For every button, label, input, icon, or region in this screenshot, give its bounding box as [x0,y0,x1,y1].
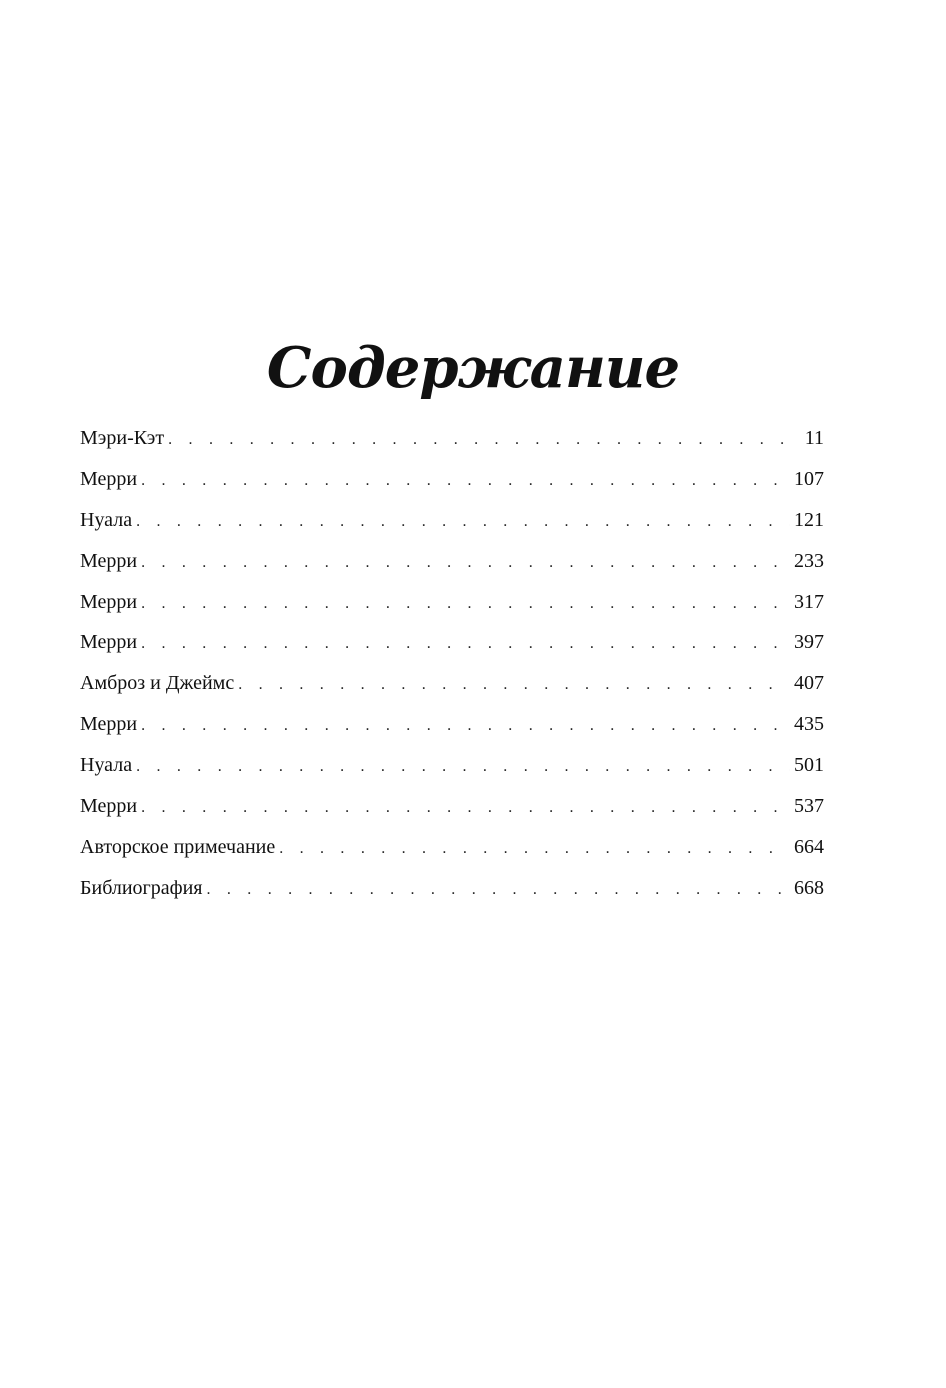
toc-entry[interactable] [80,786,824,827]
toc-entry-page: 407 [794,672,824,695]
toc-entry-page: 317 [794,590,824,613]
toc-entry[interactable] [80,868,824,909]
toc-entry[interactable] [80,622,824,663]
toc-dot-leader [136,747,790,787]
toc-entry-page: 668 [794,876,824,899]
toc-entry-page: 501 [794,754,824,777]
toc-dot-leader [141,624,790,664]
toc-entry-page: 435 [794,713,824,736]
toc-entry-label: Мерри [80,713,138,736]
table-of-contents [80,418,824,909]
toc-entry-label: Мерри [80,631,138,654]
toc-entry-page: 664 [794,835,824,858]
toc-entry-label: Мерри [80,795,138,818]
toc-entry[interactable] [80,745,824,786]
toc-entry-page: 233 [794,549,824,572]
toc-entry-label: Библиография [80,876,203,899]
toc-entry[interactable] [80,541,824,582]
toc-entry[interactable] [80,459,824,500]
toc-dot-leader [141,788,790,828]
toc-entry-label: Нуала [80,508,133,531]
toc-dot-leader [141,543,790,583]
toc-entry-page: 397 [794,631,824,654]
toc-dot-leader [141,461,790,501]
toc-dot-leader [168,420,801,460]
toc-entry-page: 11 [804,427,824,449]
toc-entry-label: Мэри-Кэт [80,427,165,449]
toc-dot-leader [141,584,790,624]
toc-dot-leader [279,829,790,869]
toc-entry-page: 121 [794,508,824,531]
toc-dot-leader [238,665,790,705]
toc-entry[interactable] [80,663,824,704]
toc-entry-label: Нуала [80,754,133,777]
toc-entry-label: Мерри [80,549,138,572]
contents-title: Содержание [266,334,680,401]
toc-entry[interactable] [80,827,824,868]
toc-entry-label: Авторское примечание [80,835,276,858]
toc-entry-label: Мерри [80,590,138,613]
toc-entry-page: 107 [794,467,824,490]
toc-entry[interactable] [80,582,824,623]
toc-dot-leader [141,706,790,746]
toc-entry-label: Амброз и Джеймс [80,672,235,695]
toc-entry[interactable] [80,500,824,541]
toc-dot-leader [136,502,790,542]
toc-entry[interactable] [80,418,824,459]
toc-entry[interactable] [80,704,824,745]
toc-entry-page: 537 [794,795,824,818]
toc-entry-label: Мерри [80,467,138,490]
toc-dot-leader [207,870,791,910]
